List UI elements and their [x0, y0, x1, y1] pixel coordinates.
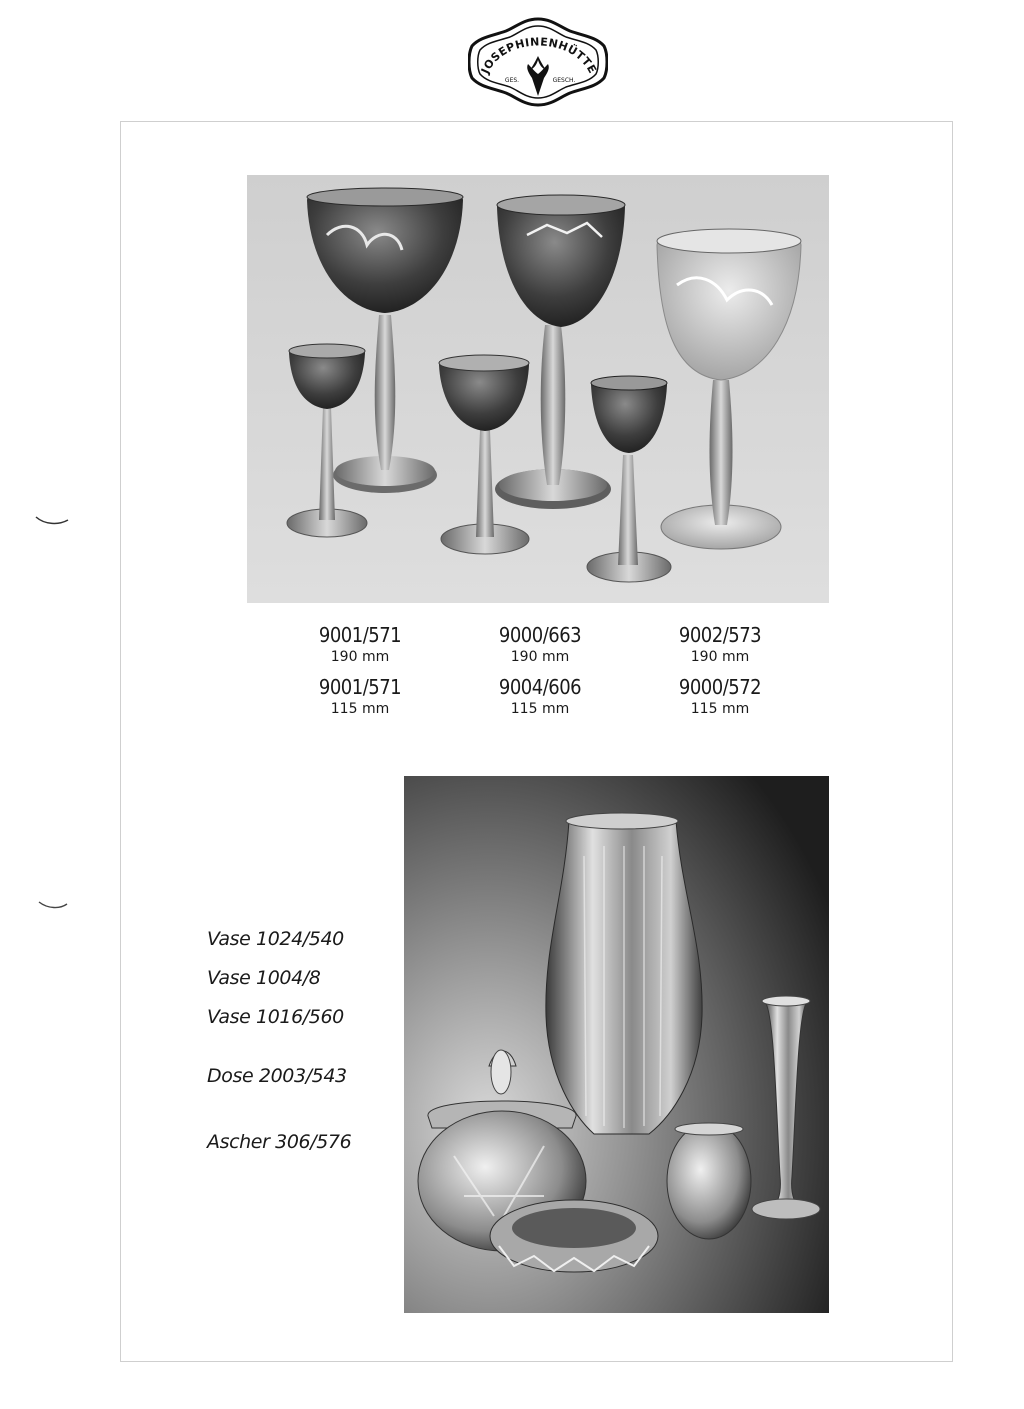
article-number: 9001/571: [318, 623, 402, 647]
josephinenhuette-logo: [468, 16, 608, 108]
scan-mark: [38, 900, 68, 910]
vases-photo: [404, 776, 829, 1313]
article-number: 9000/663: [498, 623, 582, 647]
item-list: [207, 926, 351, 1168]
article-height: 115 mm: [330, 701, 390, 717]
stemware-photo: [247, 175, 829, 603]
caption-item: [630, 674, 810, 718]
item-label: Ascher 306/576: [207, 1131, 352, 1153]
caption-item: [270, 674, 450, 718]
stemware-captions: [270, 622, 810, 718]
article-number: 9000/572: [678, 675, 762, 699]
article-height: 190 mm: [690, 649, 750, 665]
caption-item: [450, 622, 630, 666]
article-height: 190 mm: [510, 649, 570, 665]
caption-item: [630, 622, 810, 666]
item-label: Dose 2003/543: [207, 1065, 347, 1087]
item-label: Vase 1024/540: [207, 928, 344, 950]
article-number: 9004/606: [498, 675, 582, 699]
article-height: 115 mm: [510, 701, 570, 717]
logo-left-text: GES.: [504, 77, 520, 84]
logo-right-text: GESCH.: [552, 77, 576, 84]
caption-item: [270, 622, 450, 666]
article-height: 190 mm: [330, 649, 390, 665]
item-label: Vase 1004/8: [207, 967, 321, 989]
logo-brand-text: JOSEPHINENHÜTTE: [478, 35, 600, 76]
caption-item: [450, 674, 630, 718]
article-height: 115 mm: [690, 701, 750, 717]
item-label: Vase 1016/560: [207, 1006, 344, 1028]
scan-mark: [35, 515, 69, 525]
article-number: 9001/571: [318, 675, 402, 699]
article-number: 9002/573: [678, 623, 762, 647]
